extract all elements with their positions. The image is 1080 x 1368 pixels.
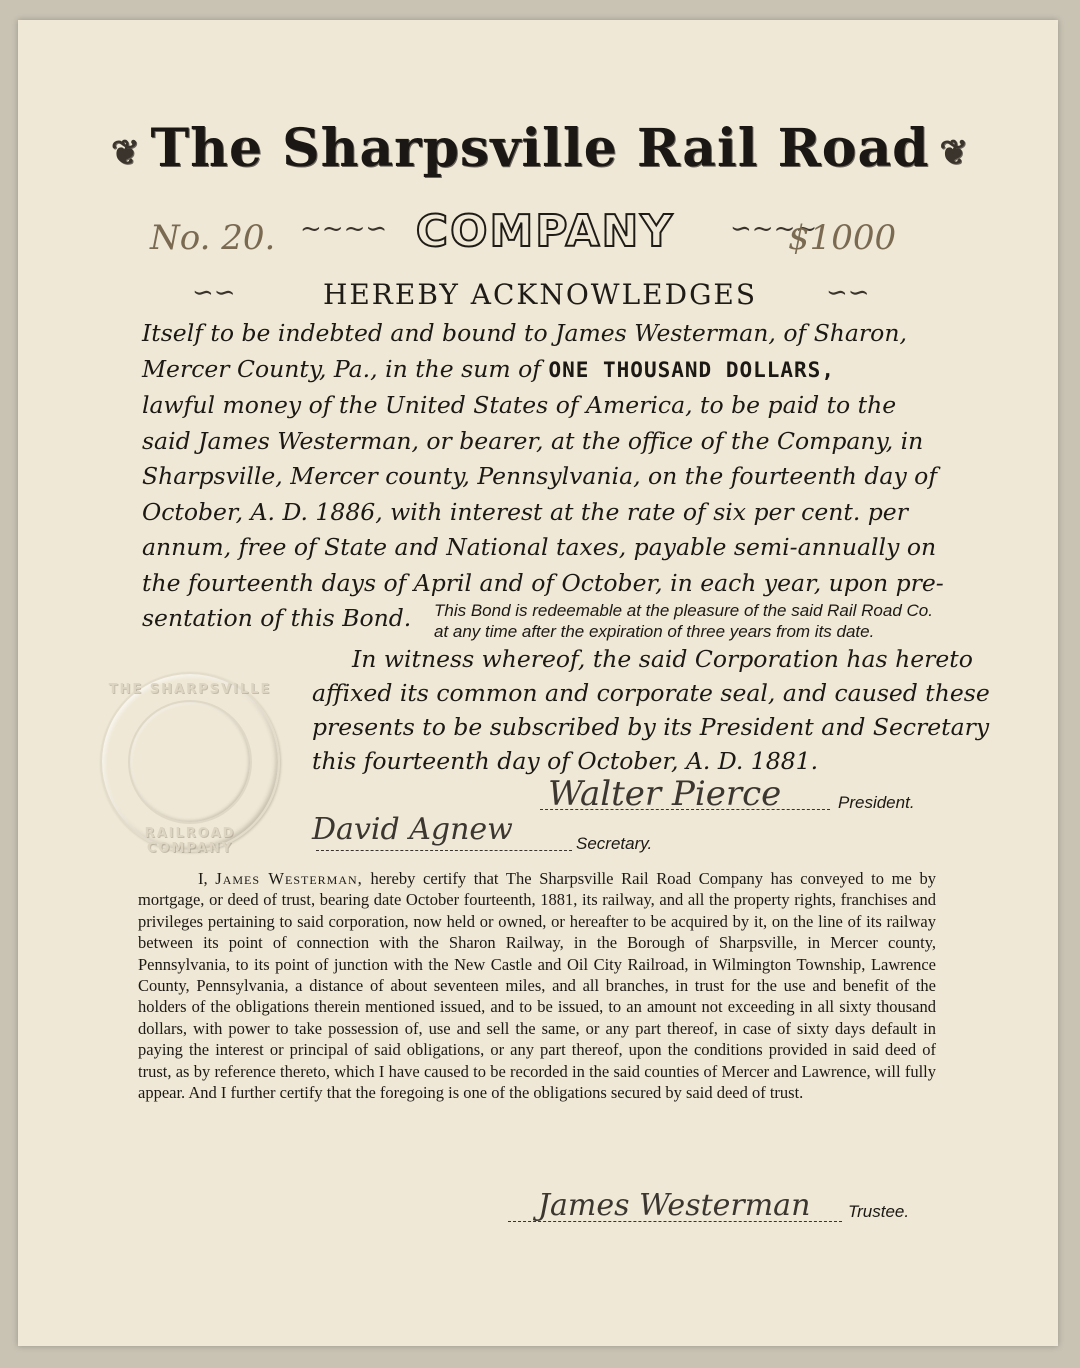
- terms-line: sentation of this Bond.: [142, 604, 412, 632]
- terms-line: Itself to be indebted and bound to James Westerman, of Sharon,: [142, 319, 907, 347]
- witness-clause: [312, 642, 990, 778]
- swash-right-icon: ∽∽: [826, 278, 870, 308]
- trustee-signature: James Westerman: [538, 1188, 811, 1223]
- ornament-icon: ❦: [939, 132, 970, 173]
- terms-line: lawful money of the United States of America, to be paid to the: [142, 391, 897, 419]
- terms-line: Mercer County, Pa., in the sum of ONE THOUSAND DOLLARS,: [142, 354, 835, 383]
- seal-top-text: THE SHARPSVILLE: [108, 682, 272, 697]
- witness-line: presents to be subscribed by its President and Secretary: [312, 713, 990, 741]
- document-title: [0, 118, 1080, 179]
- certification-text: I, James Westerman, hereby certify that The Sharpsville Rail Road Company has conveyed to me by mortgage, or deed of trust, bearing date October fourteenth, 1881, its railway, and all the property rights, franchises and privileges pertaining to said corporation, now held or owned, or hereafter to be acquired by it, on the line of its railway between its point of connection with the Sharon Railway, in the Borough of Sharpsville, in Mercer county, Pennsylvania, to its point of junction with the New Castle and Oil City Railroad, in Wilmington Township, Lawrence County, Pennsylvania, a distance of about seventeen miles, and all branches, in trust for the use and benefit of the holders of the obligations therein mentioned issued, and to be issued, to an amount not exceeding in all sixty thousand dollars, with power to take possession of, use and sell the same, or any part thereof, in case of sixty days default in paying the interest or principal of said obligations, or any part thereof, upon the conditions provided in said deed of trust, as by reference thereto, which I have caused to be recorded in the said counties of Mercer and Lawrence, will fully appear. And I further certify that the foregoing is one of the obligations secured by said deed of trust.: [138, 869, 937, 1103]
- trustee-name-text: James Westerman,: [215, 869, 363, 888]
- corporate-seal: [100, 672, 280, 856]
- president-role: President.: [838, 793, 915, 812]
- terms-line: said James Westerman, or bearer, at the office of the Company, in: [142, 426, 924, 455]
- bond-amount: $1000: [788, 218, 897, 258]
- bond-number: No. 20.: [150, 218, 276, 258]
- ornament-icon: ❦: [110, 132, 141, 173]
- redemption-clause: This Bond is redeemable at the pleasure of the said Rail Road Co. at any time after the expiration of three years from its date.: [434, 601, 933, 641]
- acknowledges-heading: HEREBY ACKNOWLEDGES: [322, 278, 758, 311]
- secretary-role: Secretary.: [576, 834, 653, 853]
- swash-left-icon: ~~~∽: [300, 214, 388, 244]
- title-text: The Sharpsville Rail Road: [150, 118, 930, 179]
- terms-line: Sharpsville, Mercer county, Pennsylvania, on the fourteenth day of: [142, 462, 938, 490]
- witness-line: In witness whereof, the said Corporation has hereto: [352, 645, 973, 673]
- terms-line: the fourteenth days of April and of October, in each year, upon pre-: [142, 568, 944, 597]
- president-signature: Walter Pierce: [548, 774, 782, 814]
- witness-line: this fourteenth day of October, A. D. 1881.: [312, 747, 819, 775]
- swash-right-icon: ∽~~~: [730, 214, 818, 244]
- signature-line: [316, 849, 572, 851]
- witness-line: affixed its common and corporate seal, and caused these: [312, 679, 990, 707]
- terms-line: October, A. D. 1886, with interest at the rate of six per cent. per: [142, 497, 908, 526]
- secretary-signature: David Agnew: [312, 812, 513, 847]
- trustee-certification: [138, 868, 936, 1103]
- company-heading: COMPANY: [415, 206, 675, 257]
- terms-line: annum, free of State and National taxes, payable semi-annually on: [142, 533, 937, 561]
- seal-inner-ring: [128, 700, 252, 824]
- signature-line: [540, 808, 830, 810]
- sum-in-words: ONE THOUSAND DOLLARS,: [548, 357, 835, 382]
- trustee-role: Trustee.: [848, 1202, 910, 1221]
- swash-left-icon: ∽∽: [192, 278, 236, 308]
- bond-terms: [142, 316, 942, 637]
- seal-bottom-text: RAILROAD COMPANY: [144, 826, 236, 856]
- signature-line: [508, 1220, 842, 1222]
